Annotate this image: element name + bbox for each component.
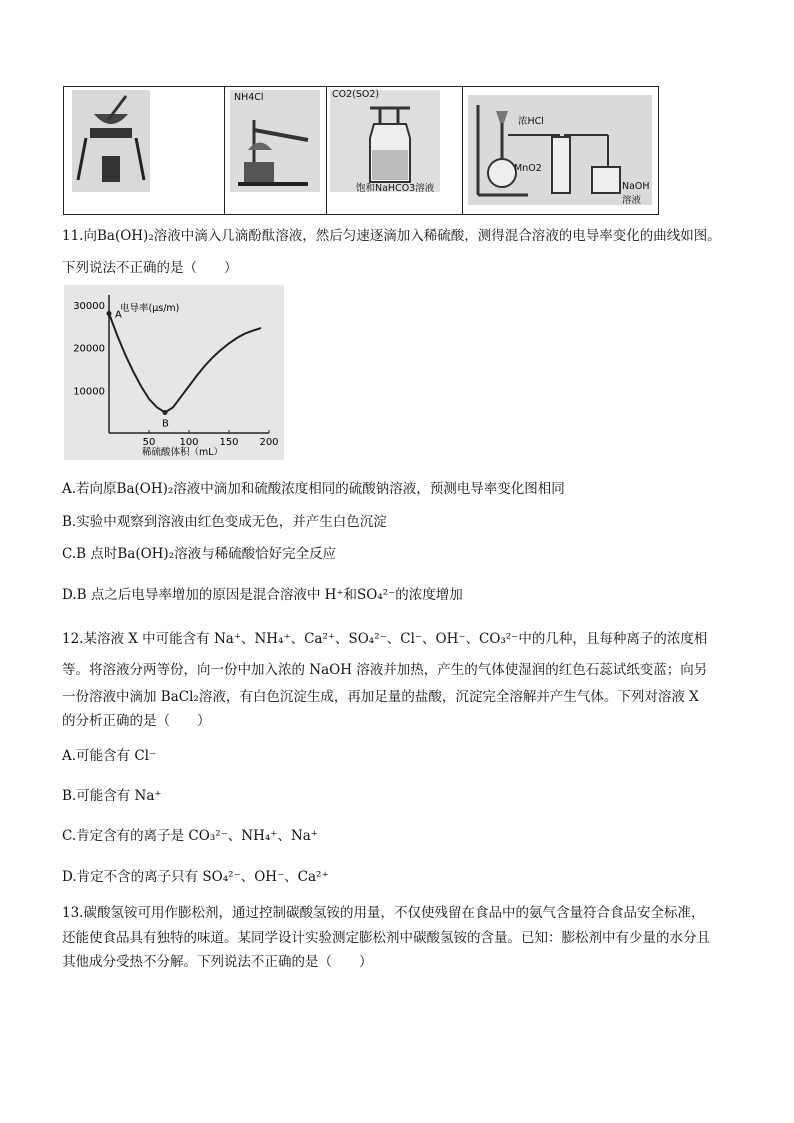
- fig-label-mno2: MnO2: [514, 163, 542, 174]
- point-a: [107, 311, 112, 316]
- conductivity-chart: [64, 285, 284, 460]
- fig-label-naoh-solution: 溶液: [622, 195, 642, 206]
- q11-stem-line-1: 11.向Ba(OH)₂溶液中滴入几滴酚酞溶液，然后匀速逐滴加入稀硫酸，测得混合溶液的电导率变化的曲线如图。: [62, 228, 721, 244]
- q12-option-c: C.肯定含有的离子是 CO₃²⁻、NH₄⁺、Na⁺: [62, 828, 318, 844]
- evaporating-dish-photo: [72, 90, 150, 192]
- apparatus-cell-gas-wash: [326, 87, 463, 214]
- q12-stem-line-3: 一份溶液中滴加 BaCl₂溶液，有白色沉淀生成，再加足量的盐酸，沉淀完全溶解并产生气体。下列对溶液 X: [62, 689, 699, 705]
- q13-stem-line-3: 其他成分受热不分解。下列说法不正确的是（ ）: [62, 954, 373, 970]
- q11-option-b: B.实验中观察到溶液由红色变成无色，并产生白色沉淀: [62, 514, 387, 530]
- q12-stem-line-2: 等。将溶液分两等份，向一份中加入浓的 NaOH 溶液并加热，产生的气体使湿润的红色石蕊试纸变蓝；向另: [62, 662, 708, 678]
- q11-option-c: C.B 点时Ba(OH)₂溶液与稀硫酸恰好完全反应: [62, 546, 337, 562]
- point-label-a: A: [115, 309, 122, 321]
- q13-stem-line-2: 还能使食品具有独特的味道。某同学设计实验测定膨松剂中碳酸氢铵的含量。已知：膨松剂中有少量的水分且: [62, 930, 710, 946]
- y-tick-label: 30000: [73, 301, 105, 312]
- q12-stem-line-1: 12.某溶液 X 中可能含有 Na⁺、NH₄⁺、Ca²⁺、SO₄²⁻、Cl⁻、OH⁻、CO₃²⁻中的几种，且每种离子的浓度相: [62, 631, 708, 647]
- apparatus-cell-chlorine: [462, 87, 658, 214]
- q12-stem-line-4: 的分析正确的是（ ）: [62, 713, 211, 729]
- q11-option-a: A.若向原Ba(OH)₂溶液中滴加和硫酸浓度相同的硫酸钠溶液，预测电导率变化图相同: [62, 481, 565, 497]
- q12-option-d: D.肯定不含的离子只有 SO₄²⁻、OH⁻、Ca²⁺: [62, 869, 329, 885]
- conductivity-chart-svg: [64, 285, 284, 460]
- fig-label-nahco3: 饱和NaHCO3溶液: [356, 183, 435, 194]
- x-tick-label: 100: [179, 437, 199, 448]
- point-b: [163, 410, 168, 415]
- chart-title: 电导率(μs/m): [120, 303, 180, 314]
- apparatus-cell-evaporation: [64, 87, 225, 214]
- y-tick-label: 10000: [73, 386, 105, 398]
- fig-label-nh4cl: NH4Cl: [234, 92, 264, 103]
- chart-x-axis-label: 稀硫酸体积（mL）: [142, 447, 224, 458]
- y-tick-label: 20000: [73, 343, 105, 355]
- nh4cl-heating-photo: [230, 90, 320, 192]
- point-label-b: B: [162, 418, 169, 430]
- q11-stem-line-2: 下列说法不正确的是（ ）: [62, 260, 238, 276]
- fig-label-hcl: 浓HCl: [518, 116, 544, 127]
- x-tick-label: 150: [219, 437, 239, 448]
- apparatus-cell-nh4cl: [224, 87, 327, 214]
- q12-option-a: A.可能含有 Cl⁻: [62, 748, 157, 764]
- fig-label-co2: CO2(SO2): [332, 89, 380, 100]
- conductivity-curve: [109, 314, 261, 413]
- apparatus-table: [63, 86, 659, 215]
- q12-option-b: B.可能含有 Na⁺: [62, 788, 162, 804]
- gas-wash-bottle-photo: [330, 90, 440, 192]
- q13-stem-line-1: 13.碳酸氢铵可用作膨松剂，通过控制碳酸氢铵的用量，不仅使残留在食品中的氨气含量符合食品安全标准，: [62, 905, 705, 921]
- fig-label-naoh: NaOH: [622, 181, 650, 192]
- x-tick-label: 50: [142, 437, 156, 448]
- q11-option-d: D.B 点之后电导率增加的原因是混合溶液中 H⁺和SO₄²⁻的浓度增加: [62, 587, 463, 603]
- x-tick-label: 200: [259, 437, 279, 448]
